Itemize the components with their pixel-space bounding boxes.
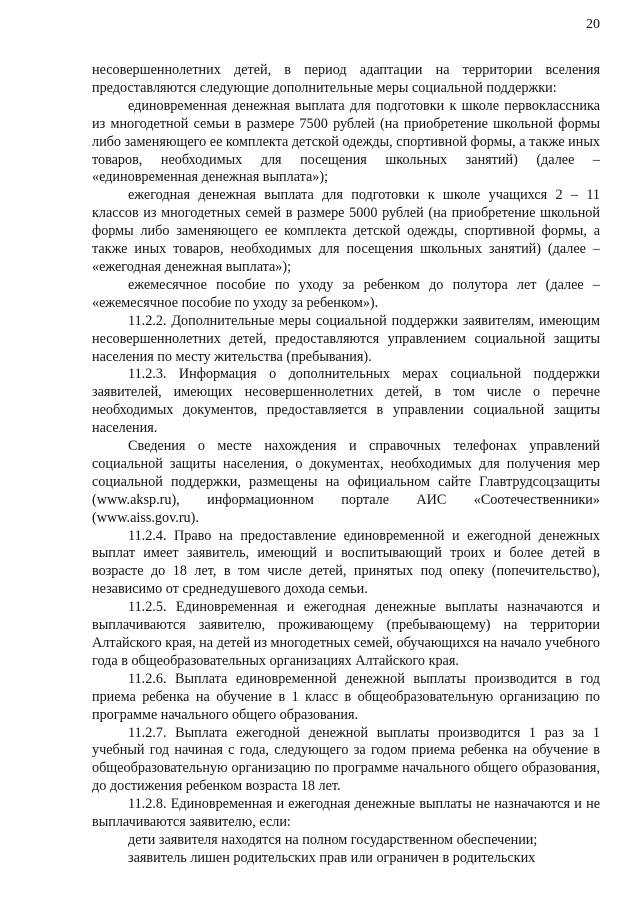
paragraph: ежегодная денежная выплата для подготовки к школе учащихся 2 – 11 классов из многодетных семей в размере 5000 рублей (на приобретение школьной формы либо заменяющего ее комплекта детской одежды, спортивной формы, а также иных товаров, необходимых для посещения школьных занятий) (далее – «ежегодная денежная выплата»); bbox=[92, 187, 600, 275]
paragraph: заявитель лишен родительских прав или ограничен в родительских bbox=[128, 849, 536, 866]
page-number: 20 bbox=[586, 17, 600, 32]
document-body bbox=[92, 62, 600, 868]
paragraph: дети заявителя находятся на полном государственном обеспечении; bbox=[128, 831, 538, 848]
paragraph: 11.2.7. Выплата ежегодной денежной выплаты производится 1 раз за 1 учебный год начиная с года, следующего за годом приема ребенка на обучение в общеобразовательную организацию по программе начального общего образования, до достижения ребенком возраста 18 лет. bbox=[92, 724, 600, 795]
paragraph: 11.2.8. Единовременная и ежегодная денежные выплаты не назначаются и не выплачиваются заявителю, если: bbox=[92, 796, 600, 831]
paragraph: 11.2.3. Информация о дополнительных мерах социальной поддержки заявителей, имеющих несовершеннолетних детей, в том числе о перечне необходимых документов, предоставляется в управлении социальной защиты населения. bbox=[92, 366, 600, 437]
paragraph: единовременная денежная выплата для подготовки к школе первоклассника из многодетной семьи в размере 7500 рублей (на приобретение школьной формы либо заменяющего ее комплекта детской одежды, спортивной формы, а также иных товаров, необходимых для посещения школьных занятий) (далее – «единовременная денежная выплата»); bbox=[92, 97, 600, 186]
paragraph: 11.2.6. Выплата единовременной денежной выплаты производится в год приема ребенка на обучение в 1 класс в общеобразовательную организацию по программе начального общего образования. bbox=[92, 670, 600, 723]
paragraph: Сведения о месте нахождения и справочных телефонах управлений социальной защиты населения, о документах, необходимых для получения мер социальной поддержки, размещены на официальном сайте Главтрудсоцзащиты (www.aksp.ru), информационном портале АИС «Соотечественники» (www.aiss.gov.ru). bbox=[92, 438, 600, 526]
paragraph: ежемесячное пособие по уходу за ребенком до полутора лет (далее – «ежемесячное пособие по уходу за ребенком»). bbox=[92, 276, 600, 311]
paragraph: 11.2.2. Дополнительные меры социальной поддержки заявителям, имеющим несовершеннолетних детей, предоставляются управлением социальной защиты населения по месту жительства (пребывания). bbox=[92, 312, 600, 365]
paragraph: 11.2.5. Единовременная и ежегодная денежные выплаты назначаются и выплачиваются заявителю, проживающему (пребывающему) на территории Алтайского края, на детей из многодетных семей, обучающихся на начало учебного года в общеобразовательных организациях Алтайского края. bbox=[92, 599, 601, 669]
paragraph: 11.2.4. Право на предоставление единовременной и ежегодной денежных выплат имеет заявитель, имеющий и воспитывающий троих и более детей в возрасте до 18 лет, в том числе детей, принятых под опеку (попечительство), независимо от среднедушевого дохода семьи. bbox=[92, 527, 600, 598]
paragraph: несовершеннолетних детей, в период адаптации на территории вселения предоставляются следующие дополнительные меры социальной поддержки: bbox=[92, 62, 600, 96]
